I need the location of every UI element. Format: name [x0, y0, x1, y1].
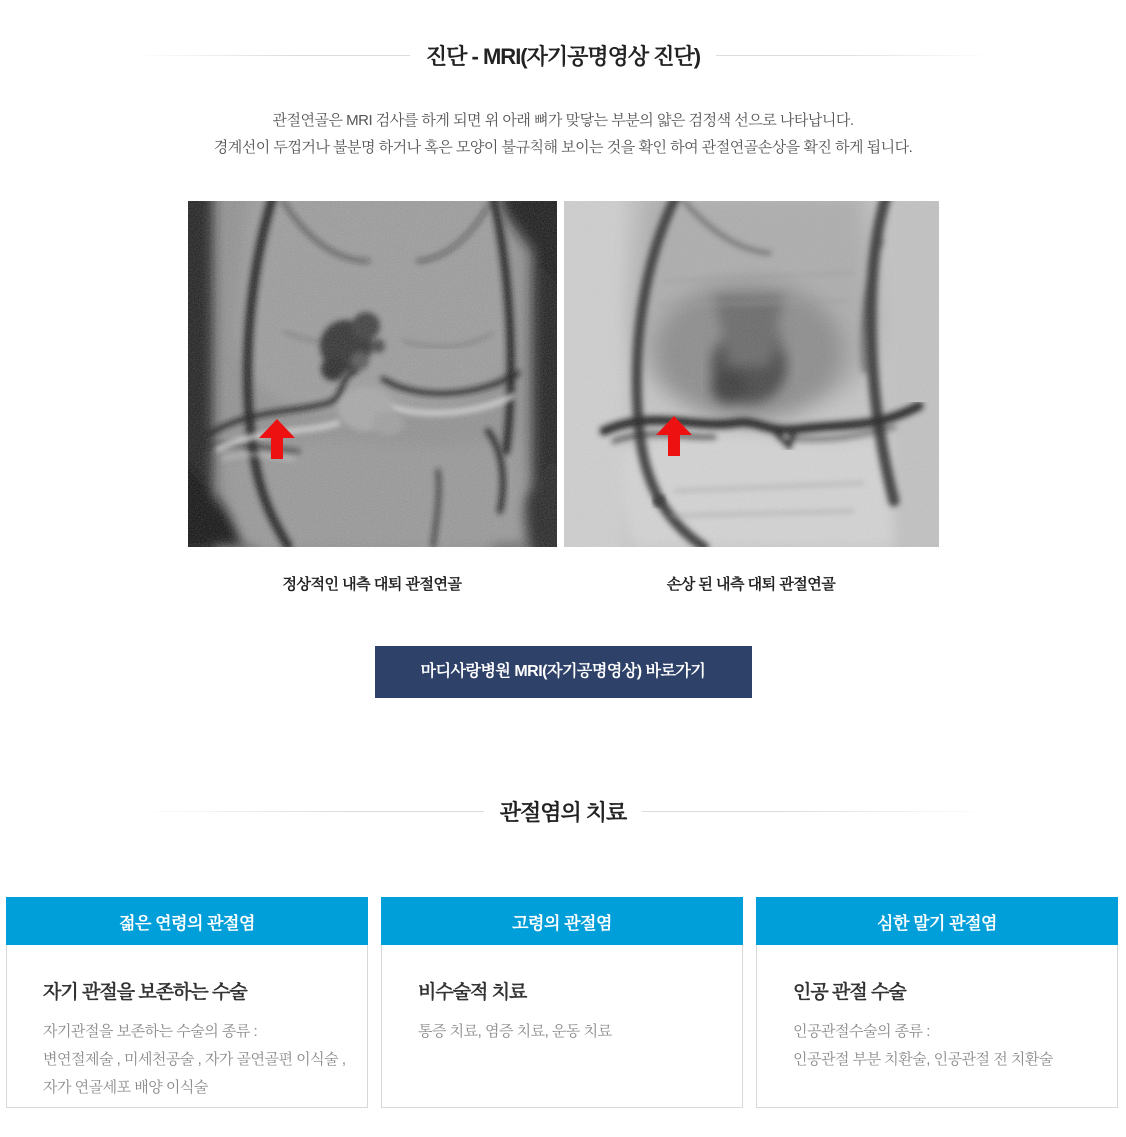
card-header: 심한 말기 관절염	[756, 897, 1118, 945]
title-divider-left	[133, 55, 410, 56]
card-young-arthritis	[6, 897, 368, 1108]
treatment-cards	[6, 897, 1118, 1108]
card-text-line: 인공관절 부분 치환술, 인공관절 전 치환술	[793, 1051, 1053, 1068]
damaged-knee-mri-image	[564, 201, 939, 547]
caption-normal: 정상적인 내측 대퇴 관절연골	[282, 576, 462, 593]
treatment-section-title	[133, 796, 993, 827]
mri-link-button[interactable]: 마디사랑병원 MRI(자기공명영상) 바로가기	[375, 646, 752, 698]
diagnosis-title-text: 진단 - MRI(자기공명영상 진단)	[425, 44, 701, 69]
normal-knee-mri-image	[188, 201, 557, 547]
mri-caption-row	[0, 573, 1126, 594]
card-text-line: 자가 연골세포 배양 이식술	[43, 1079, 208, 1096]
mri-image-normal	[188, 201, 557, 547]
card-text-line: 통증 치료, 염증 치료, 운동 치료	[418, 1023, 612, 1040]
card-body	[756, 945, 1118, 1108]
card-text-line: 변연절제술 , 미세천공술 , 자가 골연골편 이식술 ,	[43, 1051, 346, 1068]
card-header: 젊은 연령의 관절염	[6, 897, 368, 945]
mri-image-damaged	[564, 201, 939, 547]
mri-image-row	[0, 201, 1126, 547]
card-subtitle: 인공 관절 수술	[793, 982, 906, 1003]
diagnosis-description	[0, 107, 1126, 161]
title-divider-right	[642, 811, 993, 812]
card-header: 고령의 관절염	[381, 897, 743, 945]
card-subtitle: 비수술적 치료	[418, 982, 527, 1003]
card-body	[6, 945, 368, 1108]
card-body	[381, 945, 743, 1108]
treatment-title-text: 관절염의 치료	[499, 800, 627, 825]
card-subtitle: 자기 관절을 보존하는 수술	[43, 982, 247, 1003]
title-divider-right	[716, 55, 993, 56]
description-line-2: 경계선이 두껍거나 불분명 하거나 혹은 모양이 불규칙해 보이는 것을 확인 하여 관절연골손상을 확진 하게 됩니다.	[213, 139, 913, 156]
title-divider-left	[133, 811, 484, 812]
diagnosis-section-title	[133, 40, 993, 71]
caption-damaged: 손상 된 내측 대퇴 관절연골	[666, 576, 836, 593]
card-severe-arthritis	[756, 897, 1118, 1108]
cta-wrap	[0, 646, 1126, 698]
description-line-1: 관절연골은 MRI 검사를 하게 되면 위 아래 뼈가 맞닿는 부분의 얇은 검정색 선으로 나타납니다.	[272, 112, 854, 129]
card-elderly-arthritis	[381, 897, 743, 1108]
card-text-line: 자기관절을 보존하는 수술의 종류 :	[43, 1023, 258, 1040]
card-text-line: 인공관절수술의 종류 :	[793, 1023, 930, 1040]
